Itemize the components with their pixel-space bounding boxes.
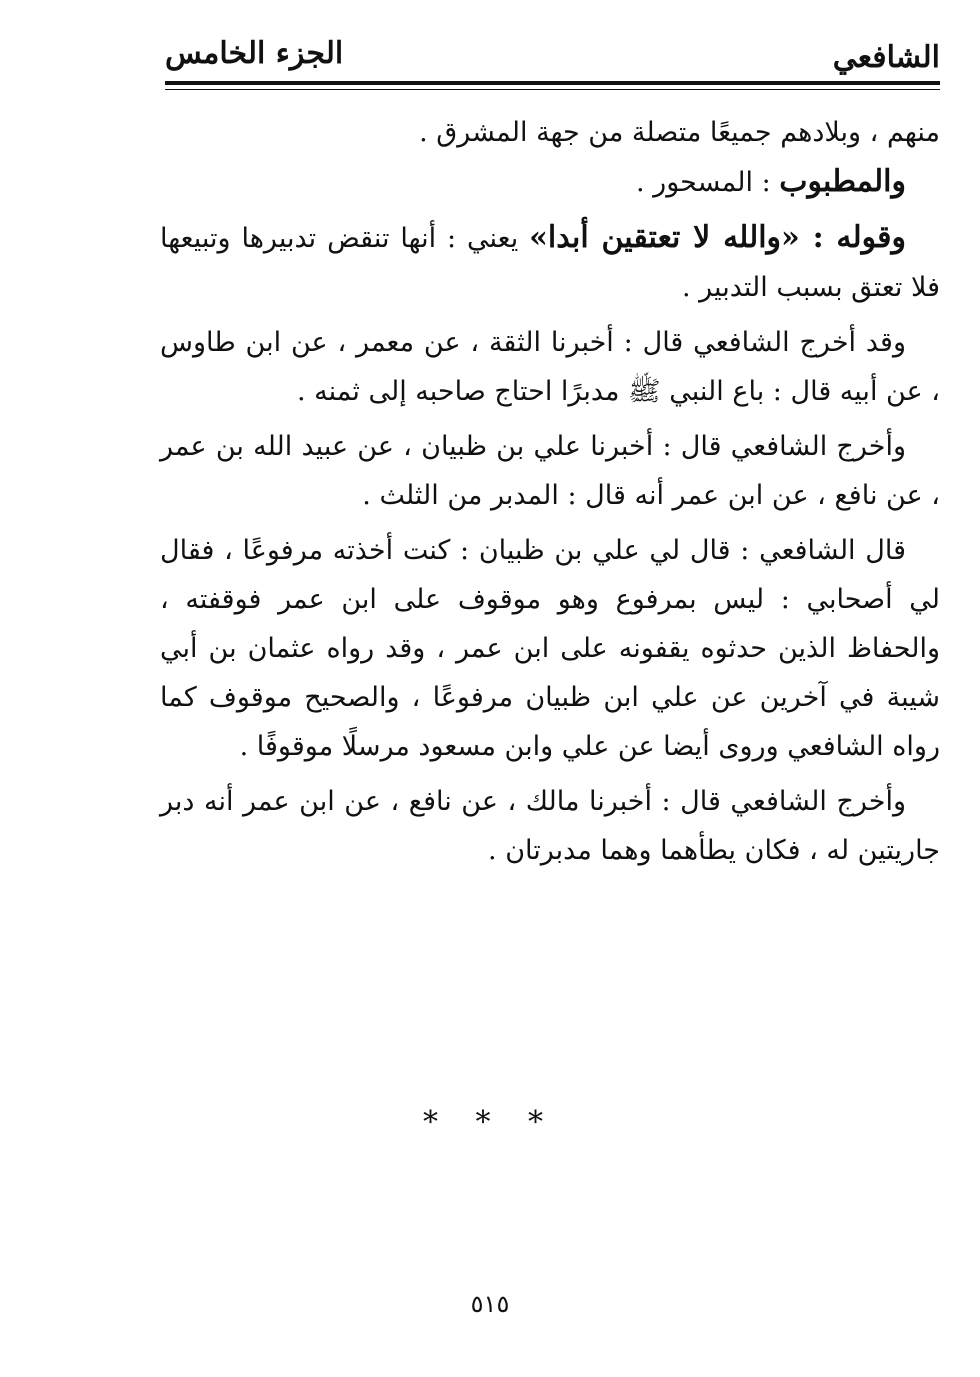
paragraph-text: قال الشافعي : قال لي علي بن ظبيان : كنت أخذته مرفوعًا ، فقال لي أصحابي : ليس بمرفوع وهو موقوف على ابن عمر فوقفته ، والحفاظ الذين حدثوه يقفونه على ابن عمر ، وقد رواه عثمان بن أبي شيبة في آخرين عن علي ابن ظبيان مرفوعًا ، والصحيح موقوف كما رواه الشافعي وروى أيضا عن علي وابن مسعود مرسلًا موقوفًا .	[160, 535, 940, 762]
paragraph-text: وأخرج الشافعي قال : أخبرنا علي بن ظبيان ، عن عبيد الله بن عمر ، عن نافع ، عن ابن عمر أنه قال : المدبر من الثلث .	[160, 431, 940, 511]
paragraph-text: يعني : أنها تنقض تدبيرها وتبيعها فلا تعتق بسبب التدبير .	[160, 223, 940, 303]
header-rule-thin	[165, 89, 940, 90]
paragraph-narration	[160, 318, 940, 416]
paragraph-narration	[160, 777, 940, 875]
paragraph-text: : المسحور .	[636, 167, 780, 198]
page-number: ٥١٥	[470, 1290, 510, 1318]
glossary-term: وقوله : «والله لا تعتقين أبدا»	[529, 220, 906, 255]
paragraph-text: منهم ، وبلادهم جميعًا متصلة من جهة المشرق .	[419, 117, 940, 148]
paragraph-continuation	[160, 108, 940, 157]
section-end-ornament: * * *	[422, 1105, 558, 1140]
paragraph-definition	[160, 157, 940, 207]
running-header	[165, 30, 940, 82]
paragraph-text: وقد أخرج الشافعي قال : أخبرنا الثقة ، عن معمر ، عن ابن طاوس ، عن أبيه قال : باع النبي ﷺ مدبرًا احتاج صاحبه إلى ثمنه .	[160, 327, 940, 407]
paragraph-text: وأخرج الشافعي قال : أخبرنا مالك ، عن نافع ، عن ابن عمر أنه دبر جاريتين له ، فكان يطأهما وهما مدبرتان .	[160, 786, 940, 866]
glossary-term: والمطبوب	[779, 164, 906, 199]
running-part: الجزء الخامس	[165, 36, 344, 71]
page-body	[160, 108, 940, 881]
running-title: الشافعي	[832, 40, 940, 75]
paragraph-narration	[160, 422, 940, 520]
paragraph-narration	[160, 526, 940, 771]
header-rule-thick	[165, 81, 940, 85]
paragraph-definition	[160, 213, 940, 312]
